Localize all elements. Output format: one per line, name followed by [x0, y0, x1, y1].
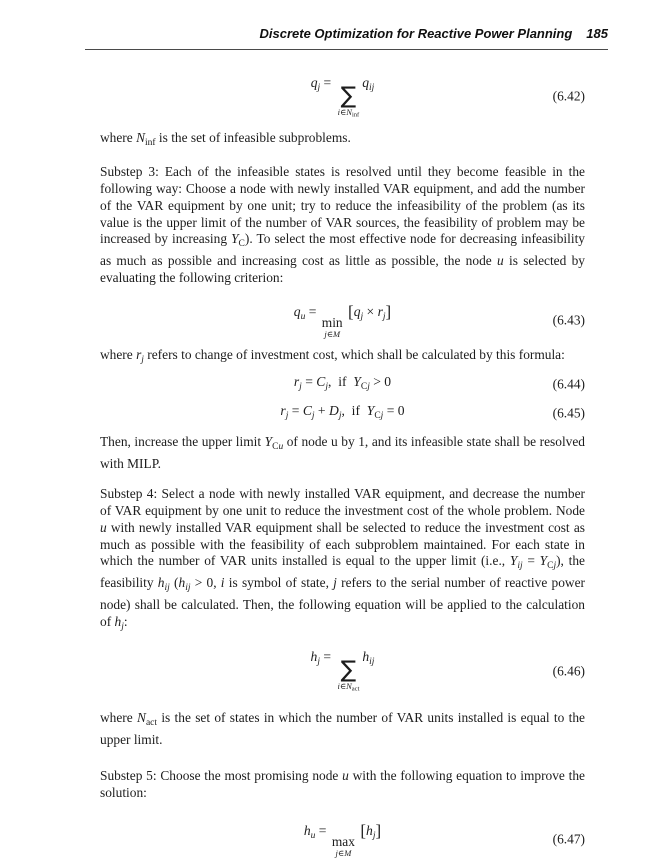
operator-name: min — [321, 314, 343, 330]
math-expression — [280, 403, 404, 425]
text-run: C — [374, 411, 381, 421]
text-run: h — [366, 822, 373, 838]
text-run: ). To select the most effective node for decreasing infeasibility as much as possible and increasing cost as little as possible, the node — [100, 231, 585, 268]
paragraph-then-increase — [100, 434, 585, 473]
text-run: with newly installed VAR equipment shall be selected to reduce the investment cost as much as possible with the feasibility of each subproblem maintained. For each state in which the number of VAR units installed is equal to the upper limit (i.e., — [100, 519, 585, 569]
text-run: N — [137, 709, 146, 725]
text-run: j — [311, 411, 315, 421]
text-run: C — [316, 374, 326, 390]
text-run: u — [300, 311, 306, 322]
operator-subscript — [337, 682, 359, 694]
text-run: r — [377, 303, 383, 319]
text-run: inf — [351, 111, 360, 119]
text-run: Y — [509, 553, 518, 569]
text-run: act — [145, 717, 158, 728]
text-run: , if — [328, 374, 354, 390]
equation-number: (6.43) — [552, 312, 585, 328]
text-run: with the following equation to improve the solution: — [100, 768, 585, 800]
text-run: i — [337, 681, 340, 692]
text-run: j — [338, 411, 342, 421]
text-run: is the set of infeasible subproblems. — [155, 129, 351, 145]
equation-6-45 — [100, 403, 585, 425]
math-expression — [294, 374, 391, 396]
text-run: j — [380, 411, 384, 421]
text-run: h — [310, 649, 318, 665]
text-run: Substep 4: Select a node with newly installed VAR equipment, and decrease the number of VAR equipment by one unit to reduce the investment cost of the whole problem. Node — [100, 486, 585, 518]
equation-number: (6.45) — [552, 405, 585, 421]
text-run: where — [100, 346, 137, 362]
text-run: , if — [341, 403, 367, 418]
text-run: [ — [360, 820, 367, 840]
text-run: of node u by 1, and its infeasible state shall be resolved with MILP. — [100, 433, 586, 471]
text-run: ∈ — [337, 847, 345, 858]
text-run: u — [497, 253, 504, 268]
text-run: M — [344, 847, 352, 858]
operator-subscript — [336, 849, 352, 858]
chapter-title: Discrete Optimization for Reactive Power Planning — [259, 26, 573, 41]
text-run: q — [310, 75, 318, 90]
text-run: ij — [185, 583, 191, 593]
math-expression — [303, 820, 382, 858]
math-expression — [293, 301, 392, 339]
text-run: j — [360, 311, 364, 322]
operator-subscript — [324, 330, 340, 339]
text-run: = — [320, 75, 335, 90]
text-run: × — [363, 303, 378, 319]
text-run: h — [157, 575, 165, 590]
text-run: = — [522, 553, 540, 569]
text-run: ] — [385, 301, 392, 321]
text-run: ∈ — [339, 681, 347, 692]
equation-6-44 — [100, 374, 585, 396]
paragraph-where-ninf — [100, 130, 585, 152]
text-run: j — [333, 575, 337, 590]
text-run: j — [285, 411, 289, 421]
equation-number: (6.46) — [552, 663, 585, 679]
text-run: j — [382, 311, 386, 322]
sigma-symbol: ∑ — [340, 83, 357, 109]
text-run: i — [220, 575, 225, 590]
text-run: h — [114, 613, 122, 629]
text-run: j — [121, 621, 124, 632]
text-run: : — [123, 613, 128, 629]
text-run: q — [353, 303, 361, 319]
text-run: j — [141, 354, 144, 365]
text-run: j — [335, 847, 338, 858]
equation-6-47 — [100, 820, 585, 858]
page-content — [100, 60, 585, 858]
text-run: Y — [231, 231, 239, 247]
text-run: is symbol of state, — [224, 575, 334, 590]
text-run: ∈ — [326, 328, 333, 339]
text-run: is the set of states in which the number of VAR units installed is equal to the upper limit. — [100, 709, 585, 747]
text-run: Then, increase the upper limit — [100, 433, 265, 449]
text-run: D — [329, 403, 339, 418]
text-run: Y — [366, 403, 375, 418]
text-run: N — [136, 129, 145, 145]
equation-6-46 — [100, 649, 585, 694]
text-run: act — [351, 685, 360, 693]
text-run: > 0 — [369, 374, 392, 390]
paragraph-where-rj — [100, 347, 585, 369]
text-run: q — [293, 303, 301, 319]
text-run: u — [342, 768, 349, 784]
text-run: Substep 5: Choose the most promising node — [100, 768, 343, 784]
text-run: q — [362, 75, 369, 90]
page-number: 185 — [586, 26, 608, 41]
equation-number: (6.44) — [552, 376, 585, 392]
text-run: = — [301, 374, 317, 390]
text-run: j — [553, 561, 557, 572]
operator-name: max — [331, 833, 355, 849]
text-run: = — [319, 649, 335, 665]
text-run: ∈ — [340, 107, 347, 117]
text-run: = — [315, 822, 330, 838]
text-run: refers to change of investment cost, which shall be calculated by this formula: — [143, 346, 565, 362]
paragraph-substep-5 — [100, 768, 585, 802]
math-expression — [311, 649, 375, 694]
text-run: j — [317, 657, 320, 668]
text-run: C — [238, 239, 245, 250]
text-run: r — [136, 346, 142, 362]
text-run: ] — [375, 820, 382, 840]
equation-number: (6.42) — [552, 88, 585, 104]
text-run: C — [272, 441, 279, 452]
text-run: ij — [369, 83, 375, 93]
text-run: h — [303, 822, 311, 838]
sigma-symbol: ∑ — [340, 657, 357, 684]
text-run: where — [100, 709, 138, 725]
text-run: j — [317, 83, 321, 93]
text-run: inf — [145, 137, 156, 148]
text-run: j — [372, 830, 376, 841]
text-run: ij — [517, 561, 523, 572]
text-run: Y — [264, 433, 273, 449]
equation-number: (6.47) — [552, 831, 585, 847]
text-run: r — [280, 403, 286, 418]
text-run: M — [332, 328, 341, 339]
running-head — [85, 26, 608, 50]
paragraph-where-nact — [100, 710, 585, 749]
text-run: = — [305, 303, 320, 319]
text-run: h — [362, 649, 370, 665]
equation-6-42 — [100, 75, 585, 120]
text-run: where — [100, 129, 137, 145]
limit-operator — [322, 316, 343, 339]
text-run: ), the feasibility — [100, 553, 585, 590]
text-run: j — [299, 382, 302, 393]
text-run: = 0 — [383, 403, 405, 418]
text-run: Substep 3: Each of the infeasible states is resolved until they become feasible in the following way: Choose a node with newly installed VAR equipment, and add the number of the VAR equipment by one unit; try to reduce the infeasibility of the problem (as its value is the upper limit of the number of VAR sources, the feasibility of problem may be increased by increasing — [100, 164, 585, 247]
text-run: ( — [169, 575, 179, 590]
text-run: r — [293, 374, 300, 390]
limit-operator — [332, 835, 355, 858]
text-run: N — [346, 107, 352, 117]
text-run: [ — [348, 301, 354, 321]
paragraph-substep-3 — [100, 164, 585, 286]
text-run: i — [337, 107, 340, 117]
text-run: N — [346, 681, 352, 692]
text-run: C — [360, 382, 368, 393]
text-run: j — [367, 382, 370, 393]
text-run: h — [178, 575, 186, 590]
summation-operator — [337, 657, 360, 694]
operator-subscript — [338, 108, 360, 120]
text-run: u — [310, 830, 316, 841]
text-run: Y — [353, 374, 361, 390]
text-run: is selected by evaluating the following criterion: — [100, 253, 585, 285]
text-run: ij — [369, 657, 375, 668]
paragraph-substep-4 — [100, 486, 585, 635]
text-run: > 0, — [190, 575, 221, 590]
text-run: ij — [164, 583, 170, 593]
text-run: C — [547, 561, 554, 572]
text-run: refers to the serial number of reactive power node) shall be calculated. Then, the following equation will be applied to the calculation of — [100, 575, 585, 629]
text-run: = — [288, 403, 303, 418]
math-expression — [311, 75, 375, 120]
text-run: u — [278, 441, 284, 452]
text-run: j — [324, 328, 327, 339]
equation-6-43 — [100, 301, 585, 339]
text-run: + — [314, 403, 329, 418]
summation-operator — [337, 83, 360, 120]
text-run: j — [325, 382, 328, 393]
text-run: Y — [539, 553, 548, 569]
text-run: u — [100, 519, 107, 535]
text-run: C — [302, 403, 312, 418]
